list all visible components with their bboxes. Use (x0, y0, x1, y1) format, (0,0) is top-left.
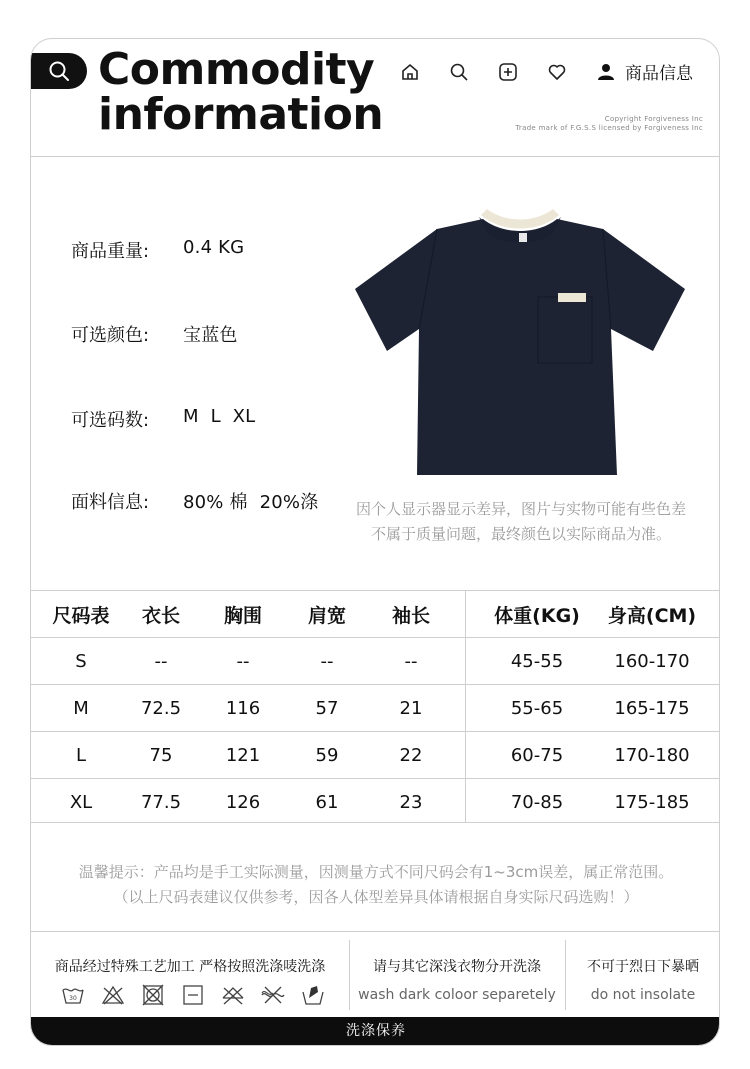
table-cell: M (73, 697, 89, 719)
spec-label: 面料信息: (71, 492, 150, 513)
title-line-1: Commodity (98, 44, 375, 95)
no-bleach-icon (101, 984, 125, 1006)
table-cell: -- (404, 650, 418, 672)
table-cell: 22 (399, 744, 423, 766)
table-row (31, 684, 720, 731)
copyright-line-1: Copyright Forgiveness Inc (604, 115, 703, 123)
home-icon[interactable] (399, 61, 421, 83)
add-icon[interactable] (497, 61, 519, 83)
svg-text:30: 30 (69, 995, 77, 1002)
copyright-line-2: Trade mark of F.G.S.S licensed by Forgiveness Inc (515, 124, 703, 132)
disclaimer-line-1: 因个人显示器显示差异，图片与实物可能有些色差 (355, 500, 686, 518)
care-col-separate (349, 932, 565, 1017)
table-header-cell: 尺码表 (52, 605, 110, 627)
spec-label: 商品重量: (71, 241, 150, 262)
table-cell: 57 (315, 697, 339, 719)
care-section (31, 932, 720, 1017)
header (31, 39, 720, 157)
table-row (31, 731, 720, 778)
top-nav (399, 59, 693, 84)
table-cell: 61 (315, 791, 339, 813)
spec-value: 0.4 KG (183, 237, 245, 258)
care-title: 请与其它深浅衣物分开洗涤 (373, 959, 541, 975)
table-cell: 121 (225, 744, 261, 766)
spec-value: M L XL (183, 406, 256, 427)
table-cell: 160-170 (614, 650, 690, 672)
table-cell: 59 (315, 744, 339, 766)
measurement-tip (31, 823, 720, 932)
spec-sizes (71, 406, 255, 432)
commodity-info-card (30, 38, 720, 1046)
table-header-cell: 袖长 (391, 605, 430, 627)
table-cell: -- (236, 650, 250, 672)
table-row (31, 778, 720, 825)
table-cell: 55-65 (510, 697, 564, 719)
care-subtitle: do not insolate (590, 987, 696, 1003)
spec-label: 可选码数: (71, 410, 150, 431)
no-wring-icon (261, 984, 285, 1006)
no-tumble-dry-icon (141, 984, 165, 1006)
table-cell: -- (320, 650, 334, 672)
search-icon (48, 60, 70, 82)
care-col-wash (31, 932, 349, 1017)
table-cell: XL (69, 791, 93, 813)
search-icon[interactable] (448, 61, 470, 83)
spec-weight (71, 237, 244, 263)
care-subtitle: wash dark coloor separetely (358, 987, 556, 1003)
tip-line-2: （以上尺码表建议仅供参考，因各人体型差异具体请根据自身实际尺码选购！） (113, 888, 639, 906)
table-cell: -- (154, 650, 168, 672)
table-cell: L (75, 744, 87, 766)
care-title: 不可于烈日下暴晒 (587, 959, 699, 975)
table-cell: 75 (149, 744, 173, 766)
spec-value: 80% 棉 20%涤 (183, 492, 319, 513)
title-line-2: information (98, 89, 384, 140)
table-cell: 60-75 (510, 744, 564, 766)
tip-line-1: 温馨提示：产品均是手工实际测量，因测量方式不同尺码会有1~3cm误差，属正常范围。 (78, 863, 674, 881)
size-table (31, 591, 720, 823)
table-header-row (31, 591, 720, 638)
table-cell: S (75, 650, 87, 672)
table-cell: 116 (225, 697, 261, 719)
care-col-sun (565, 932, 720, 1017)
user-icon (597, 63, 615, 81)
table-cell: 21 (399, 697, 423, 719)
spec-value: 宝蓝色 (183, 325, 238, 346)
table-cell: 72.5 (140, 697, 182, 719)
page-title (98, 44, 384, 140)
spec-color (71, 321, 238, 347)
care-icons (61, 984, 341, 1006)
color-disclaimer (331, 497, 711, 547)
search-button[interactable] (31, 53, 87, 89)
footer-bar: 洗涤保养 (31, 1017, 720, 1046)
table-cell: 126 (225, 791, 261, 813)
care-title: 商品经过特殊工艺加工 严格按照洗涤唛洗涤 (54, 959, 326, 975)
disclaimer-line-2: 不属于质量问题，最终颜色以实际商品为准。 (370, 525, 671, 543)
table-cell: 165-175 (614, 697, 690, 719)
table-header-cell: 体重(KG) (494, 605, 580, 627)
table-row (31, 637, 720, 684)
wash-30-icon (61, 984, 85, 1006)
copyright (515, 115, 703, 133)
table-header-cell: 身高(CM) (607, 605, 697, 627)
table-cell: 45-55 (510, 650, 564, 672)
spec-fabric (71, 488, 318, 514)
table-cell: 77.5 (140, 791, 182, 813)
nav-user[interactable] (597, 59, 693, 84)
table-cell: 70-85 (510, 791, 564, 813)
table-cell: 170-180 (614, 744, 690, 766)
table-cell: 23 (399, 791, 423, 813)
no-dry-clean-icon (221, 984, 245, 1006)
table-header-cell: 衣长 (141, 605, 180, 627)
hand-wash-icon (301, 984, 325, 1006)
table-cell: 175-185 (614, 791, 690, 813)
nav-user-label: 商品信息 (625, 64, 693, 84)
table-header-cell: 胸围 (223, 605, 262, 627)
spec-label: 可选颜色: (71, 325, 150, 346)
product-info-section (31, 157, 720, 591)
dry-flat-icon (181, 984, 205, 1006)
tshirt-image (353, 205, 687, 477)
table-header-cell: 肩宽 (307, 605, 346, 627)
heart-icon[interactable] (546, 61, 568, 83)
